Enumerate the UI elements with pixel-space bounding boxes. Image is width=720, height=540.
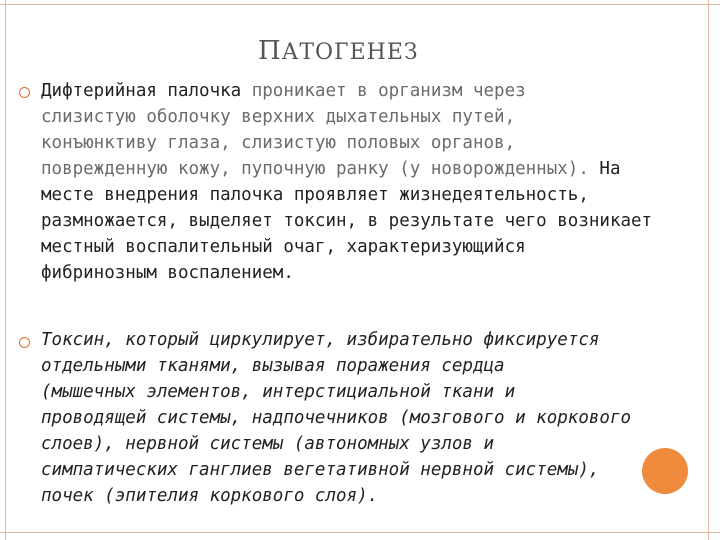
text-segment: Дифтерийная палочка bbox=[41, 81, 252, 101]
frame-line-left bbox=[5, 0, 6, 540]
paragraph-toxin-effects bbox=[41, 327, 706, 509]
slide-title-rest: АТОГЕНЕЗ bbox=[281, 40, 419, 65]
text-line: слоев), нервной системы (автономных узлов и bbox=[41, 434, 495, 454]
highlight-text: поврежденную кожу, пупочную ранку (у новорожденных). bbox=[41, 159, 589, 179]
text-line bbox=[41, 156, 706, 182]
text-line: месте внедрения палочка проявляет жизнедеятельность, bbox=[41, 185, 589, 205]
text-segment: На bbox=[588, 159, 621, 179]
slide-title bbox=[258, 36, 419, 66]
text-line: отдельными тканями, вызывая поражения сердца bbox=[41, 356, 505, 376]
slide-title-initial: П bbox=[258, 36, 282, 66]
text-line: проводящей системы, надпочечников (мозгового и коркового bbox=[41, 408, 632, 428]
bullet-icon bbox=[19, 337, 30, 348]
text-line: почек (эпителия коркового слоя). bbox=[41, 486, 379, 506]
text-line: размножается, выделяет токсин, в результате чего возникает bbox=[41, 211, 653, 231]
text-line bbox=[41, 78, 706, 104]
frame-line-bottom bbox=[0, 532, 720, 533]
text-line: фибринозным воспалением. bbox=[41, 263, 294, 283]
text-line: конъюнктиву глаза, слизистую половых органов, bbox=[41, 133, 516, 153]
bullet-icon bbox=[19, 87, 30, 98]
text-line: Токсин, который циркулирует, избирательно фиксируется bbox=[41, 330, 600, 350]
frame-line-top bbox=[0, 4, 720, 5]
highlight-text: проникает в организм через bbox=[251, 81, 526, 101]
frame-line-right bbox=[708, 0, 709, 540]
text-line: симпатических ганглиев вегетативной нервной системы), bbox=[41, 460, 600, 480]
text-line: слизистую оболочку верхних дыхательных путей, bbox=[41, 107, 516, 127]
paragraph-pathogen-entry bbox=[41, 78, 706, 286]
text-line: (мышечных элементов, интерстициальной ткани и bbox=[41, 382, 516, 402]
text-line: местный воспалительный очаг, характеризующийся bbox=[41, 237, 526, 257]
